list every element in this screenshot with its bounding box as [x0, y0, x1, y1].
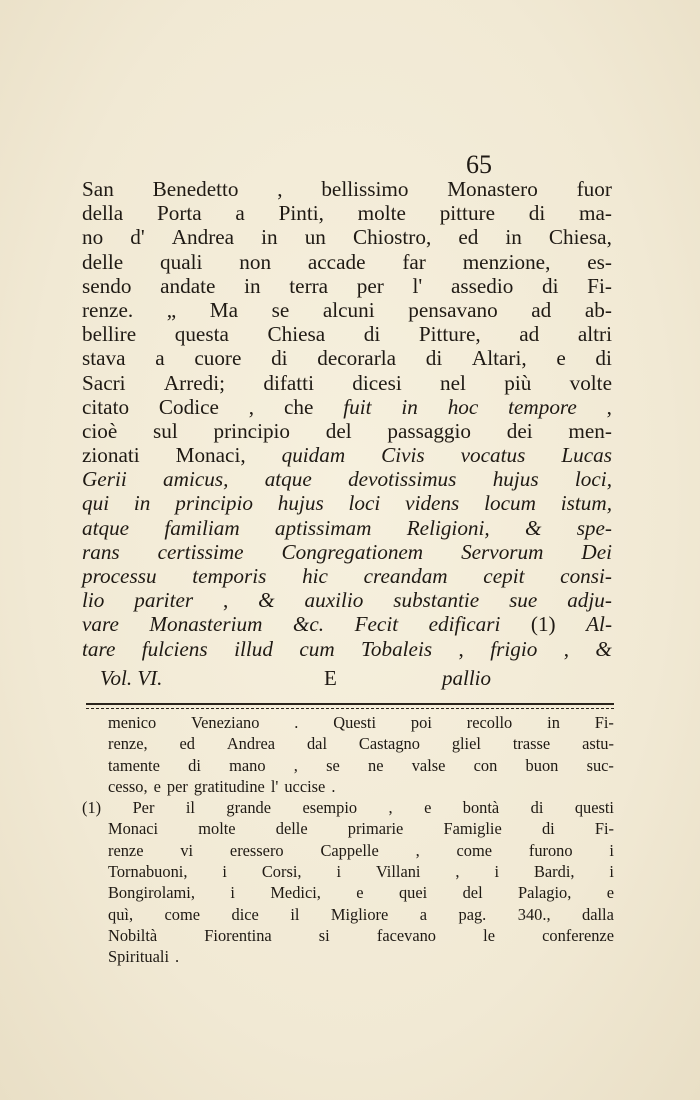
footnote-line: renze vi eressero Cappelle , come furono i: [108, 840, 614, 860]
footnote-line: Monaci molte delle primarie Famiglie di Fi-: [108, 819, 614, 839]
text-line: qui in principio hujus loci videns locum istum,: [82, 491, 612, 516]
signature-letter: E: [324, 666, 337, 690]
text-line: della Porta a Pinti, molte pitture di ma-: [82, 201, 612, 226]
text-line: sendo andate in terra per l' assedio di Fi-: [82, 273, 612, 298]
main-text-block: [82, 177, 612, 661]
text-line: atque familiam aptissimam Religioni, & spe-: [82, 515, 612, 540]
text-line: Gerii amicus, atque devotissimus hujus loci,: [82, 467, 612, 492]
footnote-line: quì, come dice il Migliore a pag. 340., dalla: [108, 904, 614, 924]
footnote-line: Bongirolami, i Medici, e quei del Palagio, e: [108, 883, 614, 903]
text-line: tare fulciens illud cum Tobaleis , frigio , &: [82, 636, 612, 661]
text-line: stava a cuore di decorarla di Altari, e di: [82, 346, 612, 371]
text-line: bellire questa Chiesa di Pitture, ad altri: [82, 322, 612, 347]
volume-mark: Vol. VI.: [100, 666, 163, 690]
footnote-rule-dashed: [86, 708, 614, 709]
text-line: zionati Monaci, quidam Civis vocatus Lucas: [82, 443, 612, 468]
text-line: Sacri Arredi; difatti dicesi nel più volte: [82, 370, 612, 395]
text-line: cioè sul principio del passaggio dei men-: [82, 418, 612, 443]
footnote-line: Tornabuoni, i Corsi, i Villani , i Bardi, i: [108, 862, 614, 882]
text-line: vare Monasterium &c. Fecit edificari (1) Al-: [82, 612, 612, 637]
catchword: pallio: [442, 666, 492, 690]
text-line: processu temporis hic creandam cepit consi-: [82, 564, 612, 588]
signature-line: [100, 665, 600, 691]
footnote-line: renze, ed Andrea dal Castagno gliel trasse astu-: [108, 734, 614, 754]
footnote-line: cesso, e per gratitudine l' uccise .: [108, 776, 336, 796]
text-line: renze. „ Ma se alcuni pensavano ad ab-: [82, 297, 612, 322]
text-line: delle quali non accade far menzione, es-: [82, 249, 612, 274]
footnote-line: Nobiltà Fiorentina si facevano le conferenze: [108, 925, 614, 945]
footnote-line: (1) Per il grande esempio , e bontà di questi: [82, 798, 614, 818]
text-line: no d' Andrea in un Chiostro, ed in Chiesa,: [82, 225, 612, 250]
text-line: citato Codice , che fuit in hoc tempore ,: [82, 394, 612, 419]
text-line: lio pariter , & auxilio substantie sue adju-: [82, 588, 612, 613]
page-number: 65: [466, 150, 492, 179]
footnote-line: tamente di mano , se ne valse con buon suc-: [108, 755, 614, 775]
text-line: San Benedetto , bellissimo Monastero fuor: [82, 177, 612, 201]
footnotes-block: [82, 712, 614, 968]
footnote-line: menico Veneziano . Questi poi recollo in Fi-: [108, 713, 614, 732]
footnote-rule: [86, 703, 614, 705]
text-line: rans certissime Congregationem Servorum Dei: [82, 539, 612, 564]
footnote-line: Spirituali .: [108, 947, 180, 967]
